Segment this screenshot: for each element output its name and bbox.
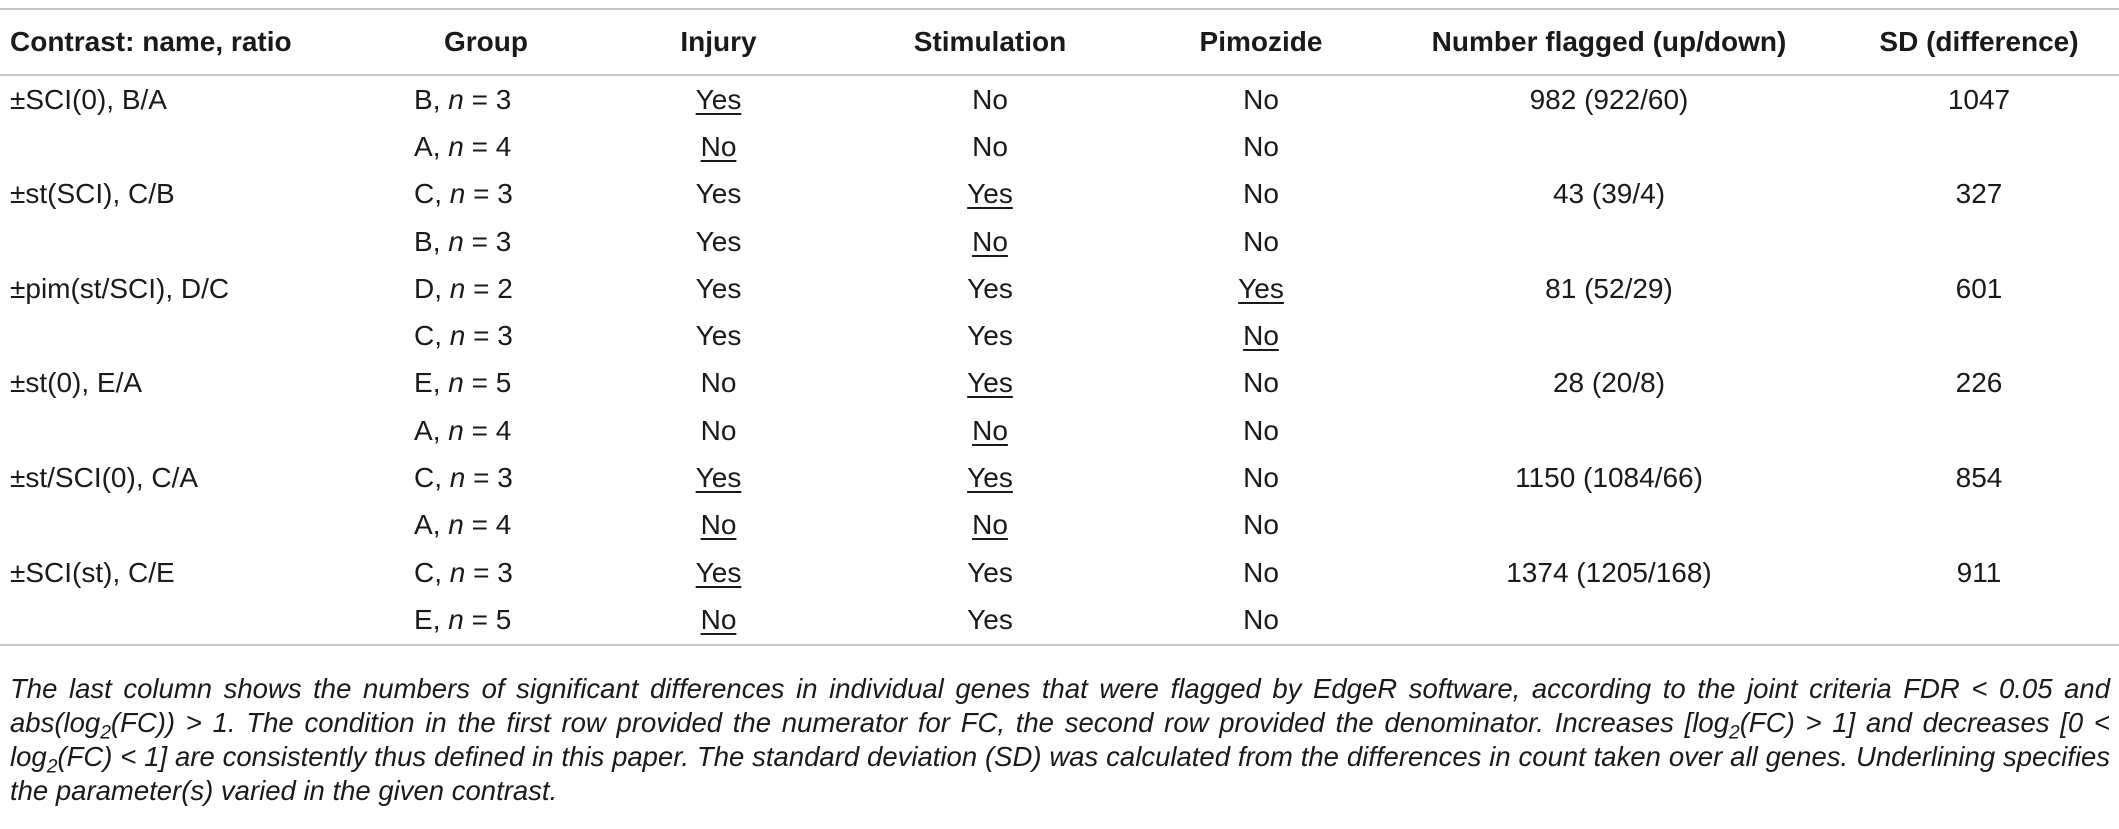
- cell-pimozide: [1143, 171, 1379, 218]
- cell-stimulation: [837, 312, 1143, 359]
- cell-stimulation-text: Yes: [967, 272, 1013, 304]
- cell-contrast: [0, 502, 372, 549]
- cell-pimozide: [1143, 312, 1379, 359]
- cell-sd-text: 601: [1955, 272, 2003, 304]
- footnote-text-4: (FC) < 1] are consistently thus defined in this paper. The standard deviation (SD) was calculated from the differences in count taken over all genes. Underlining specifies the parameter(s) varied in the given contrast.: [10, 741, 2110, 806]
- cell-pimozide: [1143, 265, 1379, 312]
- cell-group: B, n = 3: [414, 225, 512, 257]
- cell-stimulation: [837, 360, 1143, 407]
- cell-contrast: [0, 454, 372, 501]
- cell-pimozide: [1143, 407, 1379, 454]
- group-letter: A: [414, 509, 433, 541]
- cell-injury-text: No: [700, 603, 737, 635]
- cell-group: C, n = 3: [414, 320, 513, 352]
- cell-pimozide: [1143, 596, 1379, 644]
- cell-group: A, n = 4: [414, 414, 512, 446]
- group-n: 3: [495, 225, 512, 257]
- cell-contrast: [0, 265, 372, 312]
- cell-sd: [1839, 218, 2119, 265]
- cell-contrast-text: ±SCI(st), C/E: [10, 556, 175, 588]
- group-letter: A: [414, 414, 433, 446]
- cell-injury-text: Yes: [695, 178, 742, 210]
- cell-pimozide-text: No: [1243, 509, 1279, 541]
- cell-pimozide-text: No: [1243, 414, 1279, 446]
- footnote-text-2: (FC)) > 1. The condition in the first row provided the numerator for FC, the second row provided the denominator. Increases [log: [110, 707, 1730, 738]
- group-letter: C: [414, 178, 435, 210]
- cell-pimozide-text: No: [1243, 462, 1279, 494]
- group-letter: A: [414, 130, 433, 162]
- cell-contrast: [0, 218, 372, 265]
- cell-contrast-text: ±st(SCI), C/B: [10, 178, 175, 210]
- table-row: [0, 75, 2119, 123]
- cell-sd-text: 1047: [1947, 83, 2011, 115]
- group-letter: E: [414, 367, 433, 399]
- cell-sd: [1839, 312, 2119, 359]
- cell-injury: [600, 454, 837, 501]
- table-row: [0, 502, 2119, 549]
- table-row: [0, 407, 2119, 454]
- cell-pimozide-text: No: [1243, 367, 1279, 399]
- cell-injury-text: No: [700, 414, 737, 446]
- cell-stimulation-text: Yes: [967, 603, 1013, 635]
- cell-group: E, n = 5: [414, 603, 512, 635]
- cell-stimulation: [837, 123, 1143, 170]
- cell-sd: [1839, 549, 2119, 596]
- cell-pimozide: [1143, 549, 1379, 596]
- cell-pimozide-text: No: [1243, 130, 1279, 162]
- cell-contrast: [0, 549, 372, 596]
- footnote-sub-1: 2: [100, 722, 111, 744]
- cell-sd: [1839, 265, 2119, 312]
- cell-number-flagged: [1379, 265, 1839, 312]
- cell-contrast: [0, 75, 372, 123]
- group-n: 3: [497, 178, 513, 210]
- group-n: 4: [495, 414, 512, 446]
- cell-number-flagged: [1379, 171, 1839, 218]
- cell-injury-text: Yes: [695, 83, 742, 115]
- cell-number-flagged: [1379, 502, 1839, 549]
- cell-stimulation: [837, 454, 1143, 501]
- table-row: [0, 123, 2119, 170]
- group-letter: B: [414, 225, 433, 257]
- cell-number-flagged: [1379, 312, 1839, 359]
- cell-contrast-text: ±st/SCI(0), C/A: [10, 462, 199, 494]
- cell-number-flagged: [1379, 75, 1839, 123]
- footnote-text-1: The last column shows the numbers of significant differences in individual genes that were flagged by EdgeR software, according to the joint criteria FDR < 0.05 and abs(log: [10, 673, 2110, 738]
- header-injury: Injury: [680, 26, 757, 57]
- cell-number-flagged: [1379, 549, 1839, 596]
- cell-pimozide: [1143, 75, 1379, 123]
- cell-group: C, n = 3: [414, 556, 513, 588]
- group-n: 3: [495, 83, 512, 115]
- cell-pimozide-text: No: [1243, 83, 1279, 115]
- cell-number-flagged-text: 81 (52/29): [1545, 272, 1673, 304]
- cell-injury-text: Yes: [695, 462, 742, 494]
- cell-stimulation: [837, 407, 1143, 454]
- header-pimozide: Pimozide: [1199, 26, 1323, 57]
- cell-injury: [600, 502, 837, 549]
- cell-injury: [600, 596, 837, 644]
- group-n: 4: [495, 509, 512, 541]
- group-n: 3: [497, 556, 513, 588]
- table-row: [0, 360, 2119, 407]
- cell-injury-text: No: [700, 130, 737, 162]
- cell-number-flagged-text: 43 (39/4): [1552, 178, 1666, 210]
- cell-sd: [1839, 502, 2119, 549]
- cell-pimozide-text: Yes: [1238, 272, 1284, 304]
- cell-stimulation: [837, 218, 1143, 265]
- group-letter: D: [414, 272, 435, 304]
- cell-pimozide: [1143, 454, 1379, 501]
- header-contrast: Contrast: name, ratio: [10, 26, 292, 57]
- cell-injury-text: Yes: [695, 272, 742, 304]
- cell-group: C, n = 3: [414, 178, 513, 210]
- cell-number-flagged-text: 1374 (1205/168): [1506, 556, 1712, 588]
- cell-pimozide: [1143, 360, 1379, 407]
- cell-injury: [600, 171, 837, 218]
- cell-injury: [600, 360, 837, 407]
- cell-contrast-text: ±pim(st/SCI), D/C: [10, 272, 230, 304]
- results-table: [0, 8, 2119, 646]
- cell-contrast: [0, 312, 372, 359]
- cell-sd-text: 226: [1955, 367, 2003, 399]
- group-n: 4: [495, 130, 512, 162]
- cell-sd-text: 327: [1955, 178, 2003, 210]
- cell-pimozide: [1143, 218, 1379, 265]
- cell-contrast-text: ±SCI(0), B/A: [10, 83, 167, 115]
- cell-stimulation-text: No: [972, 83, 1008, 115]
- cell-stimulation: [837, 596, 1143, 644]
- table-row: [0, 596, 2119, 644]
- table-row: [0, 265, 2119, 312]
- cell-pimozide: [1143, 123, 1379, 170]
- cell-group: C, n = 3: [414, 462, 513, 494]
- footnote-text-3: (FC) > 1] and decreases [0 < log: [10, 707, 2110, 772]
- cell-sd: [1839, 454, 2119, 501]
- header-group: Group: [444, 26, 528, 57]
- cell-sd: [1839, 596, 2119, 644]
- group-n: 3: [497, 462, 513, 494]
- group-n: 5: [495, 367, 512, 399]
- cell-injury: [600, 218, 837, 265]
- cell-injury-text: Yes: [695, 320, 742, 352]
- cell-contrast-text: ±st(0), E/A: [10, 367, 143, 399]
- cell-sd: [1839, 75, 2119, 123]
- cell-pimozide-text: No: [1243, 225, 1279, 257]
- cell-sd-text: 854: [1955, 462, 2003, 494]
- cell-pimozide: [1143, 502, 1379, 549]
- footnote-sub-3: 2: [46, 756, 58, 778]
- cell-number-flagged: [1379, 454, 1839, 501]
- cell-pimozide-text: No: [1243, 556, 1279, 588]
- cell-stimulation-text: No: [972, 130, 1008, 162]
- group-letter: C: [414, 462, 435, 494]
- header-number-flagged: Number flagged (up/down): [1431, 26, 1787, 57]
- group-n: 2: [497, 272, 513, 304]
- cell-injury: [600, 123, 837, 170]
- cell-number-flagged-text: 982 (922/60): [1529, 83, 1689, 115]
- table-row: [0, 218, 2119, 265]
- cell-sd-text: 911: [1956, 556, 2002, 588]
- cell-number-flagged: [1379, 360, 1839, 407]
- cell-number-flagged-text: 28 (20/8): [1552, 367, 1666, 399]
- table-row: [0, 171, 2119, 218]
- cell-stimulation: [837, 549, 1143, 596]
- cell-injury: [600, 75, 837, 123]
- cell-contrast: [0, 360, 372, 407]
- cell-injury: [600, 312, 837, 359]
- cell-contrast: [0, 171, 372, 218]
- cell-stimulation: [837, 502, 1143, 549]
- cell-pimozide-text: No: [1243, 178, 1279, 210]
- cell-stimulation-text: Yes: [967, 556, 1013, 588]
- cell-contrast: [0, 596, 372, 644]
- group-letter: E: [414, 603, 433, 635]
- cell-pimozide-text: No: [1243, 603, 1279, 635]
- cell-stimulation-text: Yes: [967, 320, 1013, 352]
- cell-injury: [600, 407, 837, 454]
- group-letter: B: [414, 83, 433, 115]
- cell-group: D, n = 2: [414, 272, 513, 304]
- cell-group: E, n = 5: [414, 367, 512, 399]
- cell-stimulation-text: Yes: [967, 178, 1013, 210]
- cell-injury: [600, 265, 837, 312]
- cell-number-flagged: [1379, 596, 1839, 644]
- cell-stimulation: [837, 265, 1143, 312]
- cell-injury-text: No: [700, 367, 737, 399]
- cell-injury-text: No: [700, 509, 737, 541]
- group-n: 5: [495, 603, 512, 635]
- cell-stimulation-text: No: [972, 509, 1008, 541]
- header-row: [0, 9, 2119, 75]
- table-row: [0, 549, 2119, 596]
- cell-stimulation: [837, 171, 1143, 218]
- group-letter: C: [414, 320, 435, 352]
- cell-contrast: [0, 407, 372, 454]
- group-letter: C: [414, 556, 435, 588]
- cell-stimulation-text: No: [972, 225, 1008, 257]
- cell-number-flagged: [1379, 407, 1839, 454]
- cell-sd: [1839, 171, 2119, 218]
- cell-group: A, n = 4: [414, 130, 512, 162]
- cell-injury: [600, 549, 837, 596]
- cell-injury-text: Yes: [695, 556, 742, 588]
- table-footnote: [10, 672, 2110, 808]
- cell-pimozide-text: No: [1243, 320, 1279, 352]
- cell-contrast: [0, 123, 372, 170]
- cell-number-flagged: [1379, 123, 1839, 170]
- cell-group: B, n = 3: [414, 83, 512, 115]
- group-n: 3: [497, 320, 513, 352]
- cell-sd: [1839, 123, 2119, 170]
- cell-stimulation-text: Yes: [967, 367, 1013, 399]
- cell-group: A, n = 4: [414, 509, 512, 541]
- cell-number-flagged-text: 1150 (1084/66): [1515, 462, 1703, 494]
- cell-sd: [1839, 360, 2119, 407]
- cell-stimulation-text: Yes: [967, 462, 1013, 494]
- cell-stimulation: [837, 75, 1143, 123]
- header-stimulation: Stimulation: [913, 26, 1067, 57]
- cell-sd: [1839, 407, 2119, 454]
- cell-stimulation-text: No: [972, 414, 1008, 446]
- cell-number-flagged: [1379, 218, 1839, 265]
- header-sd: SD (difference): [1879, 26, 2079, 57]
- table-row: [0, 312, 2119, 359]
- table-row: [0, 454, 2119, 501]
- cell-injury-text: Yes: [695, 225, 742, 257]
- footnote-sub-2: 2: [1729, 722, 1740, 744]
